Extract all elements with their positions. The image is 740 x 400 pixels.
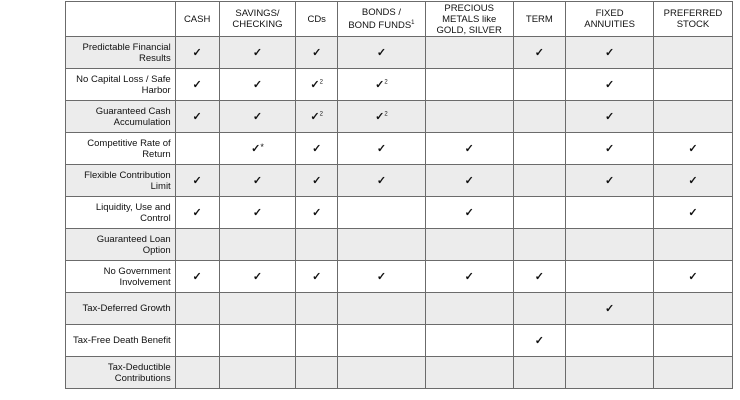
column-header-term: TERM	[513, 2, 566, 37]
check-icon: ✓	[252, 175, 263, 187]
asterisk-marker: *	[260, 142, 264, 152]
column-header-preferred-stock: PREFERRED STOCK	[653, 2, 732, 37]
column-header-cash: CASH	[175, 2, 219, 37]
table-cell	[175, 69, 219, 101]
table-row	[66, 197, 733, 229]
check-icon: ✓	[252, 79, 263, 91]
table-row	[66, 229, 733, 261]
check-icon: ✓	[192, 111, 202, 123]
table-cell	[296, 261, 338, 293]
table-cell	[653, 101, 732, 133]
table-cell	[566, 37, 654, 69]
table-cell	[566, 293, 654, 325]
table-cell	[653, 165, 732, 197]
check-icon: ✓	[310, 111, 320, 123]
check-icon: ✓	[312, 47, 322, 59]
table-cell	[338, 165, 426, 197]
column-header-savings-checking: SAVINGS/ CHECKING	[219, 2, 296, 37]
table-cell	[425, 101, 513, 133]
check-icon: ✓	[604, 79, 615, 91]
check-icon: ✓	[376, 175, 387, 187]
table-cell	[338, 261, 426, 293]
check-icon: ✓	[534, 335, 544, 347]
table-cell	[296, 101, 338, 133]
row-label: Liquidity, Use and Control	[66, 197, 176, 229]
check-icon: ✓	[604, 111, 615, 123]
table-cell	[566, 197, 654, 229]
row-label: Tax-Deductible Contributions	[66, 357, 176, 389]
table-cell	[513, 165, 566, 197]
table-cell	[653, 69, 732, 101]
table-cell	[513, 69, 566, 101]
table-cell	[296, 165, 338, 197]
check-icon: ✓	[604, 175, 615, 187]
table-cell	[566, 165, 654, 197]
footnote-marker: 2	[384, 111, 388, 118]
check-icon: ✓	[252, 111, 263, 123]
table-cell	[513, 293, 566, 325]
table-cell	[296, 357, 338, 389]
column-header-fixed-annuities: FIXED ANNUITIES	[566, 2, 654, 37]
table-cell	[175, 37, 219, 69]
table-body	[66, 37, 733, 389]
row-label: Guaranteed Cash Accumulation	[66, 101, 176, 133]
table-cell	[175, 133, 219, 165]
check-icon: ✓	[310, 79, 320, 91]
table-cell	[653, 133, 732, 165]
header-corner	[66, 2, 176, 37]
table-cell	[653, 197, 732, 229]
check-icon: ✓	[604, 47, 615, 59]
footnote-marker: 2	[319, 111, 323, 118]
table-cell	[513, 37, 566, 69]
check-icon: ✓	[604, 143, 615, 155]
table-cell	[513, 325, 566, 357]
table-row	[66, 165, 733, 197]
row-label: Tax-Free Death Benefit	[66, 325, 176, 357]
table-cell	[175, 357, 219, 389]
table-cell	[338, 325, 426, 357]
table-cell	[425, 261, 513, 293]
column-header-bonds-bond-funds: BONDS / BOND FUNDS$^1$	[338, 2, 426, 37]
table-cell	[566, 357, 654, 389]
table-cell	[296, 69, 338, 101]
table-cell	[653, 325, 732, 357]
table-cell	[175, 261, 219, 293]
check-icon: ✓	[688, 271, 698, 283]
table-cell	[566, 325, 654, 357]
check-icon: ✓	[375, 79, 385, 91]
table-cell	[513, 197, 566, 229]
table-cell	[219, 325, 296, 357]
table-cell	[425, 325, 513, 357]
row-label: Competitive Rate of Return	[66, 133, 176, 165]
table-cell	[425, 165, 513, 197]
footnote-marker: 2	[384, 79, 388, 86]
table-cell	[513, 229, 566, 261]
check-icon: ✓	[192, 79, 202, 91]
check-icon: ✓	[604, 303, 615, 315]
table-cell	[566, 101, 654, 133]
table-row	[66, 325, 733, 357]
check-icon: ✓	[312, 143, 322, 155]
table-cell	[653, 357, 732, 389]
table-cell	[296, 37, 338, 69]
table-cell	[653, 261, 732, 293]
check-icon: ✓	[192, 207, 202, 219]
table-cell	[653, 37, 732, 69]
table-cell	[219, 293, 296, 325]
table-cell	[296, 229, 338, 261]
column-header-precious-metals-like-gold-silver: PRECIOUS METALS like GOLD, SILVER	[425, 2, 513, 37]
table-cell	[338, 197, 426, 229]
table-cell	[219, 229, 296, 261]
table-cell	[425, 197, 513, 229]
table-cell	[219, 261, 296, 293]
table-cell	[338, 69, 426, 101]
table-cell	[296, 133, 338, 165]
row-label: Predictable Financial Results	[66, 37, 176, 69]
table-cell	[175, 101, 219, 133]
table-cell	[296, 325, 338, 357]
check-icon: ✓	[312, 207, 322, 219]
table-cell	[513, 101, 566, 133]
table-cell	[338, 357, 426, 389]
table-cell	[296, 197, 338, 229]
check-icon: ✓	[192, 271, 202, 283]
table-cell	[175, 165, 219, 197]
table-cell	[566, 133, 654, 165]
table-cell	[425, 37, 513, 69]
check-icon: ✓	[464, 271, 474, 283]
comparison-table	[65, 1, 733, 389]
table-row	[66, 261, 733, 293]
table-cell	[219, 69, 296, 101]
header-row	[66, 2, 733, 37]
table-cell	[338, 101, 426, 133]
table-row	[66, 37, 733, 69]
table-cell	[175, 325, 219, 357]
table-cell	[513, 261, 566, 293]
check-icon: ✓	[534, 271, 544, 283]
row-label: No Capital Loss / Safe Harbor	[66, 69, 176, 101]
table-row	[66, 101, 733, 133]
row-label: Guaranteed Loan Option	[66, 229, 176, 261]
table-row	[66, 69, 733, 101]
table-cell	[566, 261, 654, 293]
check-icon: ✓	[464, 207, 474, 219]
table-row	[66, 133, 733, 165]
check-icon: ✓	[688, 207, 698, 219]
table-cell	[425, 133, 513, 165]
table-cell	[219, 357, 296, 389]
table-row	[66, 293, 733, 325]
check-icon: ✓	[252, 271, 263, 283]
table-cell	[513, 357, 566, 389]
table-cell	[425, 357, 513, 389]
table-cell	[566, 69, 654, 101]
row-label: Flexible Contribution Limit	[66, 165, 176, 197]
check-icon: ✓	[312, 175, 322, 187]
check-icon: ✓	[312, 271, 322, 283]
table-cell	[338, 229, 426, 261]
table-cell	[566, 229, 654, 261]
check-icon: ✓	[192, 175, 202, 187]
column-header-cds: CDs	[296, 2, 338, 37]
check-icon: ✓	[252, 47, 263, 59]
table-cell	[425, 293, 513, 325]
table-cell	[219, 133, 296, 165]
check-icon: ✓	[376, 143, 387, 155]
table-cell	[653, 293, 732, 325]
table-cell	[296, 293, 338, 325]
row-label: No Government Involvement	[66, 261, 176, 293]
check-icon: ✓	[192, 47, 202, 59]
check-icon: ✓	[375, 111, 385, 123]
table-cell	[425, 229, 513, 261]
table-cell	[219, 197, 296, 229]
check-icon: ✓	[464, 175, 474, 187]
table-cell	[219, 101, 296, 133]
check-icon: ✓	[376, 271, 387, 283]
table-cell	[175, 229, 219, 261]
check-icon: ✓	[464, 143, 474, 155]
check-icon: ✓	[252, 207, 263, 219]
table-cell	[653, 229, 732, 261]
table-cell	[425, 69, 513, 101]
table-cell	[338, 37, 426, 69]
footnote-marker: 1	[411, 19, 415, 26]
table-cell	[175, 197, 219, 229]
table-cell	[338, 293, 426, 325]
footnote-marker: 2	[319, 79, 323, 86]
table-cell	[219, 37, 296, 69]
table-cell	[338, 133, 426, 165]
table-cell	[513, 133, 566, 165]
table-row	[66, 357, 733, 389]
check-icon: ✓	[534, 47, 544, 59]
table-cell	[175, 293, 219, 325]
check-icon: ✓	[376, 47, 387, 59]
check-icon: ✓	[688, 143, 698, 155]
row-label: Tax-Deferred Growth	[66, 293, 176, 325]
table-cell	[219, 165, 296, 197]
check-icon: ✓	[688, 175, 698, 187]
check-icon: ✓	[251, 143, 261, 155]
